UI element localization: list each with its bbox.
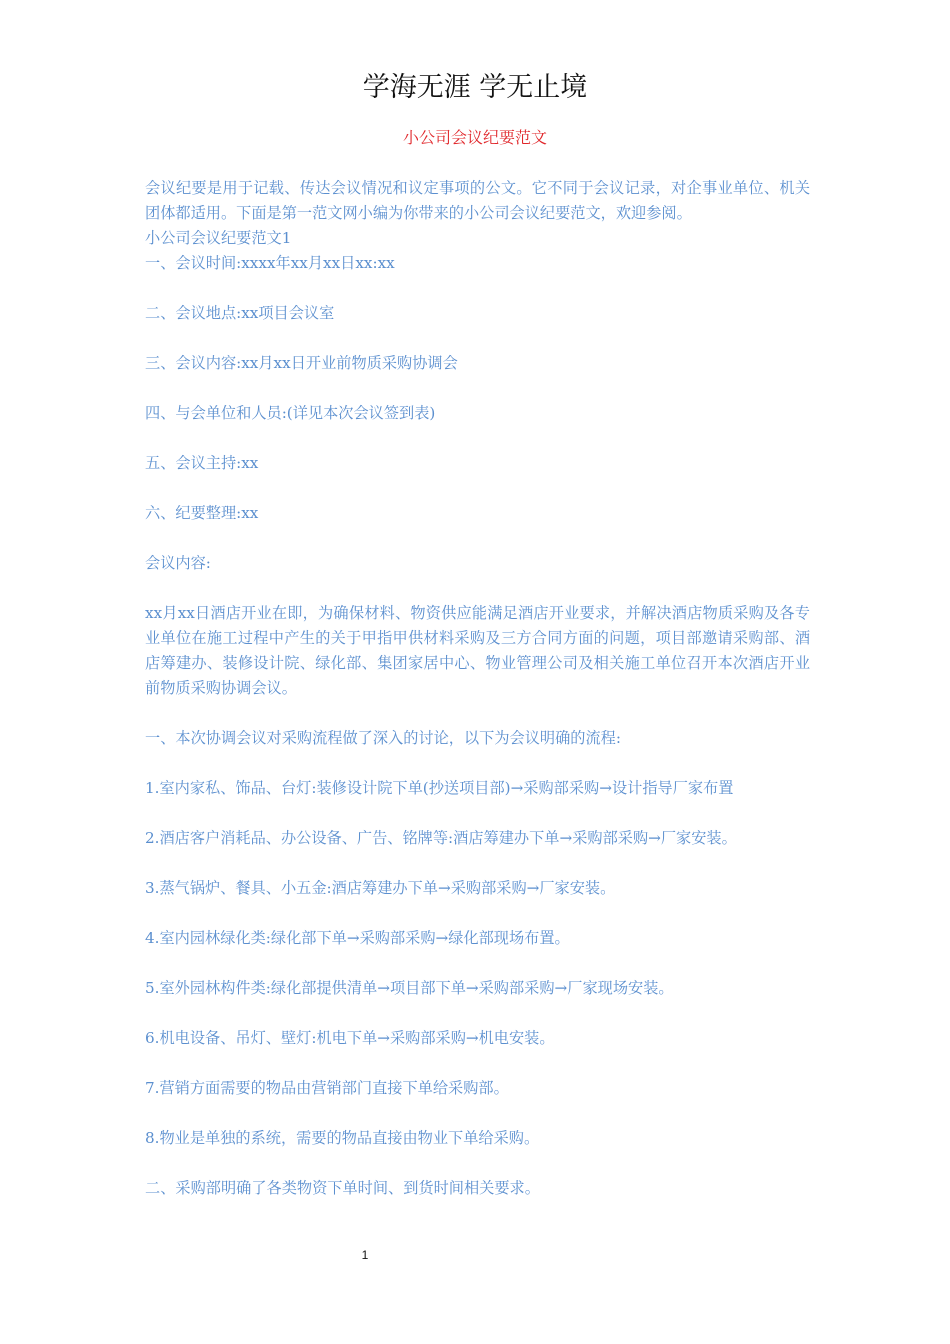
process-step: 5.室外园林构件类:绿化部提供清单→项目部下单→采购部采购→厂家现场安装。 [145,979,674,997]
page-number: 1 [361,1248,369,1262]
process-step: 8.物业是单独的系统，需要的物品直接由物业下单给采购。 [145,1129,540,1147]
process-step: 1.室内家私、饰品、台灯:装修设计院下单(抄送项目部)→采购部采购→设计指导厂家布置 [145,779,734,797]
process-step: 3.蒸气锅炉、餐具、小五金:酒店筹建办下单→采购部采购→厂家安装。 [145,879,616,897]
meeting-attendees: 四、与会单位和人员:(详见本次会议签到表) [145,404,436,422]
minutes-recorder: 六、纪要整理:xx [145,504,259,522]
process-intro: 一、本次协调会议对采购流程做了深入的讨论，以下为会议明确的流程: [145,729,621,747]
intro-paragraph: 会议纪要是用于记载、传达会议情况和议定事项的公文。它不同于会议记录，对企事业单位、机关团体都适用。下面是第一范文网小编为你带来的小公司会议纪要范文，欢迎参阅。 [145,179,810,222]
process-step: 4.室内园林绿化类:绿化部下单→采购部采购→绿化部现场布置。 [145,929,570,947]
section-two: 二、采购部明确了各类物资下单时间、到货时间相关要求。 [145,1179,540,1197]
page-header-title: 学海无涯 学无止境 [362,72,588,103]
process-step: 7.营销方面需要的物品由营销部门直接下单给采购部。 [145,1079,509,1097]
process-step: 6.机电设备、吊灯、壁灯:机电下单→采购部采购→机电安装。 [145,1029,555,1047]
meeting-subject: 三、会议内容:xx月xx日开业前物质采购协调会 [145,354,458,372]
document-body [145,176,810,1201]
meeting-time: 一、会议时间:xxxx年xx月xx日xx:xx [145,254,395,272]
process-step: 2.酒店客户消耗品、办公设备、广告、铭牌等:酒店筹建办下单→采购部采购→厂家安装。 [145,829,737,847]
content-label: 会议内容: [145,554,211,572]
meeting-host: 五、会议主持:xx [145,454,259,472]
section-title: 小公司会议纪要范文1 [145,229,292,247]
document-title: 小公司会议纪要范文 [402,128,547,147]
meeting-location: 二、会议地点:xx项目会议室 [145,304,335,322]
content-paragraph: xx月xx日酒店开业在即，为确保材料、物资供应能满足酒店开业要求，并解决酒店物质采购及各专业单位在施工过程中产生的关于甲指甲供材料采购及三方合同方面的问题，项目部邀请采购部、酒店筹建办、装修设计院、绿化部、集团家居中心、物业管理公司及相关施工单位召开本次酒店开业前物质采购协调会议。 [145,604,810,697]
